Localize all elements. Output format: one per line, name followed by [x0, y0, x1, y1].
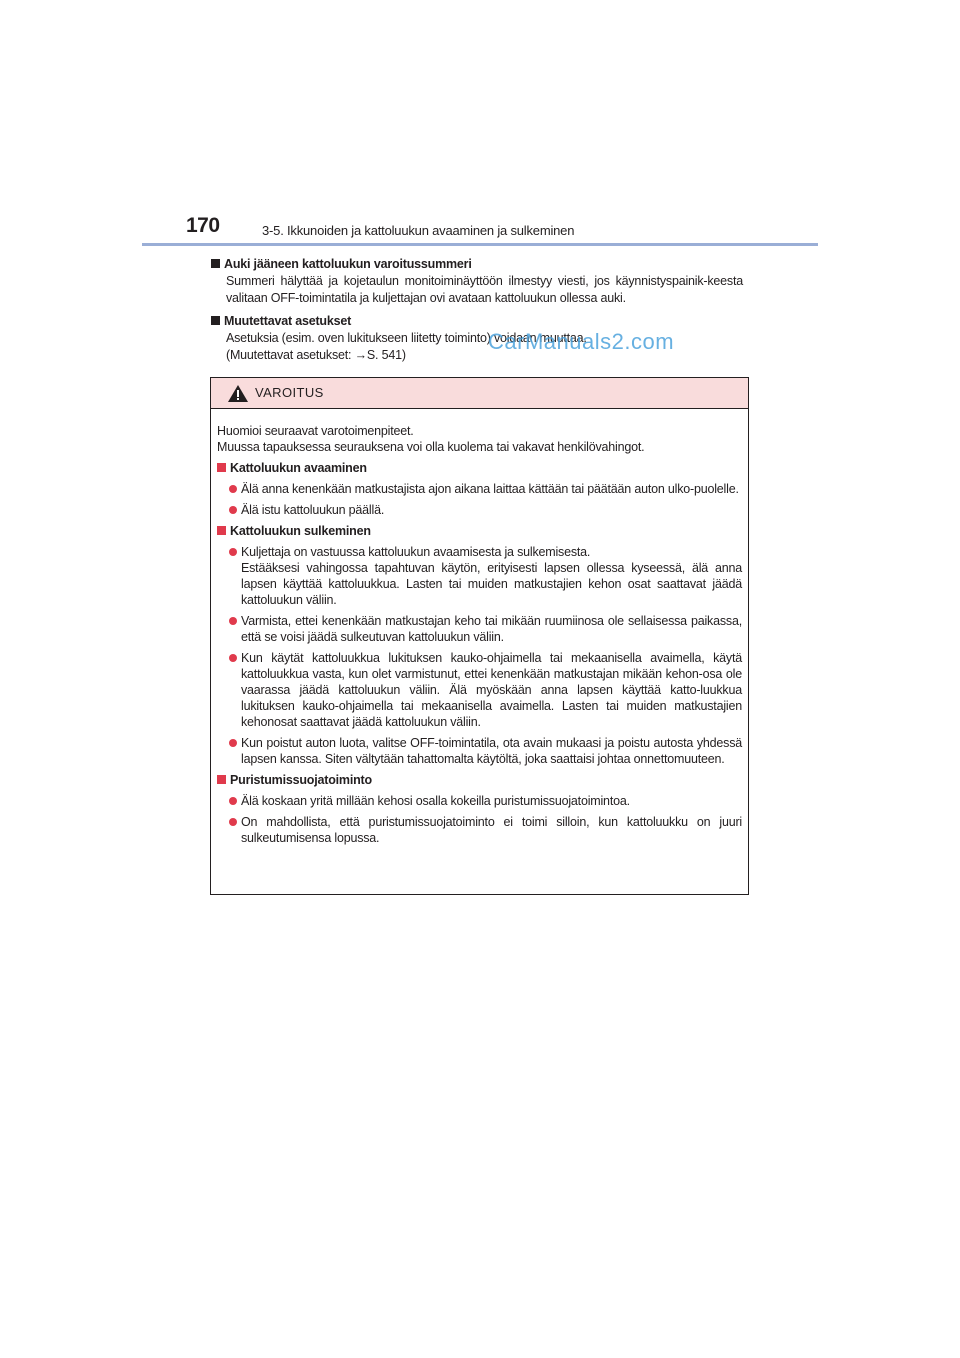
warning-intro-line: Huomioi seuraavat varotoimenpiteet.: [217, 424, 414, 438]
warning-subheading-text: Kattoluukun avaaminen: [230, 461, 367, 475]
bullet-text: Kun käytät kattoluukkua lukituksen kauko-ohjaimella tai mekaanisella avaimella, käytä kattoluukkua vasta, kun olet varmistunut, ettei kenenkään matkustajan mikään kehon-osa ole vaarassa jäädä kattoluukun väliin. Älä myöskään anna lapsen käyttää katto-luukkua lukituksen kauko-ohjaimella tai mekaanisella avaimella. Lasten tai muiden matkustajien kehonosat saattavat jäädä kattoluukun väliin.: [241, 651, 742, 729]
bullet-dot-icon: [229, 617, 237, 625]
warning-bullet: [217, 650, 742, 730]
warning-subheading-text: Puristumissuojatoiminto: [230, 773, 372, 787]
warning-bullet: [217, 793, 742, 809]
warning-subheading-text: Kattoluukun sulkeminen: [230, 524, 371, 538]
bullet-dot-icon: [229, 739, 237, 747]
warning-subheading: [217, 460, 742, 476]
warning-subheading: [217, 772, 742, 788]
square-bullet-icon: [217, 775, 226, 784]
bullet-text: Kun poistut auton luota, valitse OFF-toimintatila, ota avain mukaasi ja poistu autosta yhdessä lapsen kanssa. Siten vältytään tahattomalta käytöltä, joka saattaisi johtaa onnettomuuteen.: [241, 736, 742, 766]
section-heading-text: Auki jääneen kattoluukun varoitussummeri: [224, 257, 472, 271]
warning-intro-line: Muussa tapauksessa seurauksena voi olla kuolema tai vakavat henkilövahingot.: [217, 440, 645, 454]
square-bullet-icon: [211, 316, 220, 325]
bullet-text: Älä anna kenenkään matkustajista ajon aikana laittaa kättään tai päätään auton ulko-puolelle.: [241, 482, 739, 496]
warning-triangle-icon: [228, 385, 248, 402]
section-heading: [211, 256, 743, 273]
section-body-line: (Muutettavat asetukset: →S. 541): [226, 348, 406, 362]
bullet-text-continued: Estääksesi vahingossa tapahtuvan käytön, erityisesti lapsen ollessa kyseessä, älä anna lapsen käyttää kattoluukkua. Lasten tai muiden matkustajien kehon osat saattavat jäädä kattoluukun väliin.: [241, 561, 742, 607]
bullet-dot-icon: [229, 548, 237, 556]
square-bullet-icon: [211, 259, 220, 268]
warning-title: VAROITUS: [255, 385, 324, 400]
square-bullet-icon: [217, 526, 226, 535]
warning-header: [211, 378, 748, 409]
warning-bullet: [217, 481, 742, 497]
warning-bullet: [217, 735, 742, 767]
section-heading-text: Muutettavat asetukset: [224, 314, 352, 328]
warning-body: [211, 409, 748, 846]
bullet-dot-icon: [229, 654, 237, 662]
section-title: 3-5. Ikkunoiden ja kattoluukun avaaminen ja sulkeminen: [262, 223, 575, 238]
bullet-dot-icon: [229, 506, 237, 514]
warning-bullet: [217, 544, 742, 608]
warning-bullet: [217, 613, 742, 645]
page-number: 170: [186, 214, 220, 237]
bullet-text: Kuljettaja on vastuussa kattoluukun avaamisesta ja sulkemisesta.: [241, 545, 591, 559]
bullet-dot-icon: [229, 797, 237, 805]
bullet-dot-icon: [229, 818, 237, 826]
section-buzzer: [211, 256, 743, 307]
warning-bullet: [217, 814, 742, 846]
watermark-text: CarManuals2.com: [488, 329, 675, 354]
bullet-text: Varmista, ettei kenenkään matkustajan keho tai mikään ruumiinosa ole sellaisessa paikassa, että se voisi jäädä sulkeutuvan kattoluukun väliin.: [241, 614, 742, 644]
bullet-dot-icon: [229, 485, 237, 493]
section-body: Summeri hälyttää ja kojetaulun monitoiminäyttöön ilmestyy viesti, jos käynnistyspainik-keesta valitaan OFF-toimintatila ja kuljettajan ovi avataan kattoluukun ollessa auki.: [226, 274, 743, 305]
bullet-text: Älä istu kattoluukun päällä.: [241, 503, 385, 517]
section-heading: [211, 313, 743, 330]
warning-subheading: [217, 523, 742, 539]
square-bullet-icon: [217, 463, 226, 472]
bullet-text: Älä koskaan yritä millään kehosi osalla kokeilla puristumissuojatoimintoa.: [241, 794, 630, 808]
bullet-text: On mahdollista, että puristumissuojatoiminto ei toimi silloin, kun kattoluukku on juuri sulkeutumisensa lopussa.: [241, 815, 742, 845]
header-rule: [142, 243, 818, 246]
warning-box: [210, 377, 749, 895]
warning-bullet: [217, 502, 742, 518]
section-body-line: Asetuksia (esim. oven lukitukseen liitetty toiminto) voidaan muuttaa.: [226, 331, 587, 345]
